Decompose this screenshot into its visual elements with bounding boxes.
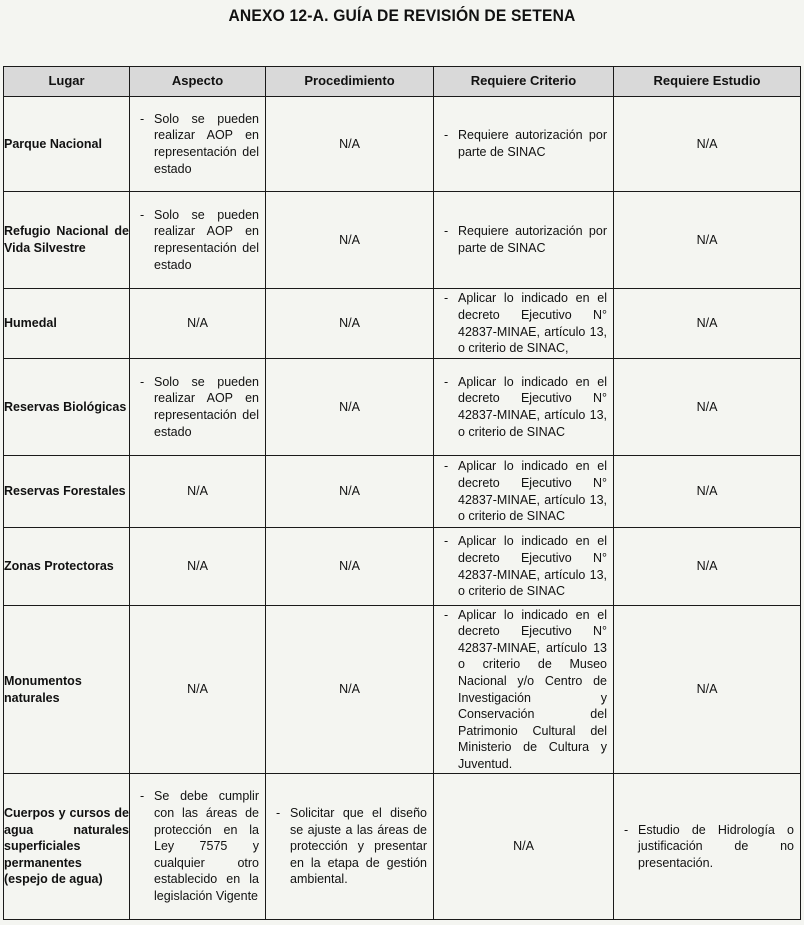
cell-criterio: N/A bbox=[434, 774, 614, 920]
table-row bbox=[4, 774, 801, 920]
cell-criterio: - Aplicar lo indicado en el decreto Ejecutivo N° 42837-MINAE, artículo 13, o criterio de SINAC bbox=[434, 456, 614, 528]
cell-text: Aplicar lo indicado en el decreto Ejecutivo N° 42837-MINAE, artículo 13, o criterio de SINAC bbox=[458, 459, 607, 524]
cell-estudio: - Estudio de Hidrología o justificación de no presentación. bbox=[614, 774, 801, 920]
cell-criterio: - Aplicar lo indicado en el decreto Ejecutivo N° 42837-MINAE, artículo 13, o criterio de SINAC bbox=[434, 528, 614, 606]
table-row bbox=[4, 192, 801, 289]
cell-lugar: Humedal bbox=[4, 289, 130, 359]
cell-aspecto: - Solo se pueden realizar AOP en representación del estado bbox=[130, 192, 266, 289]
table-row bbox=[4, 289, 801, 359]
cell-lugar: Reservas Forestales bbox=[4, 456, 130, 528]
cell-procedimiento: N/A bbox=[266, 456, 434, 528]
cell-text: Aplicar lo indicado en el decreto Ejecutivo N° 42837-MINAE, artículo 13 o criterio de Museo Nacional y/o Centro de Investigación y Conservación del Patrimonio Cultural del Ministerio de Cultura y Juventud. bbox=[458, 607, 607, 771]
table-row bbox=[4, 97, 801, 192]
cell-procedimiento: N/A bbox=[266, 528, 434, 606]
cell-estudio: N/A bbox=[614, 456, 801, 528]
header-requiere-criterio: Requiere Criterio bbox=[434, 67, 614, 97]
cell-text: Aplicar lo indicado en el decreto Ejecutivo N° 42837-MINAE, artículo 13, o criterio de SINAC bbox=[458, 534, 607, 599]
cell-aspecto: - Se debe cumplir con las áreas de protección en la Ley 7575 y cualquier otro establecido en la legislación Vigente bbox=[130, 774, 266, 920]
cell-criterio: - Aplicar lo indicado en el decreto Ejecutivo N° 42837-MINAE, artículo 13, o criterio de SINAC bbox=[434, 359, 614, 456]
cell-aspecto: - Solo se pueden realizar AOP en representación del estado bbox=[130, 359, 266, 456]
header-aspecto: Aspecto bbox=[130, 67, 266, 97]
cell-criterio: - Requiere autorización por parte de SINAC bbox=[434, 97, 614, 192]
cell-aspecto: N/A bbox=[130, 528, 266, 606]
cell-procedimiento: - Solicitar que el diseño se ajuste a las áreas de protección y presentar en la etapa de gestión ambiental. bbox=[266, 774, 434, 920]
cell-estudio: N/A bbox=[614, 528, 801, 606]
cell-criterio: - Requiere autorización por parte de SINAC bbox=[434, 192, 614, 289]
page-title: ANEXO 12-A. GUÍA DE REVISIÓN DE SETENA bbox=[228, 6, 576, 25]
cell-aspecto: N/A bbox=[130, 289, 266, 359]
cell-lugar: Parque Nacional bbox=[4, 97, 130, 192]
cell-criterio: - Aplicar lo indicado en el decreto Ejecutivo N° 42837-MINAE, artículo 13 o criterio de Museo Nacional y/o Centro de Investigación y Conservación del Patrimonio Cultural del Ministerio de Cultura y Juventud. bbox=[434, 606, 614, 774]
cell-estudio: N/A bbox=[614, 192, 801, 289]
cell-text: Aplicar lo indicado en el decreto Ejecutivo N° 42837-MINAE, artículo 13, o criterio de SINAC bbox=[458, 374, 607, 439]
header-lugar: Lugar bbox=[4, 67, 130, 97]
cell-lugar: Monumentos naturales bbox=[4, 606, 130, 774]
cell-aspecto: - Solo se pueden realizar AOP en representación del estado bbox=[130, 97, 266, 192]
cell-text: Requiere autorización por parte de SINAC bbox=[458, 224, 607, 255]
cell-procedimiento: N/A bbox=[266, 97, 434, 192]
cell-procedimiento: N/A bbox=[266, 359, 434, 456]
cell-text: Solo se pueden realizar AOP en representación del estado bbox=[154, 374, 259, 439]
cell-lugar: Cuerpos y cursos de agua naturales superficiales permanentes (espejo de agua) bbox=[4, 774, 130, 920]
cell-text: Solo se pueden realizar AOP en representación del estado bbox=[154, 207, 259, 272]
header-requiere-estudio: Requiere Estudio bbox=[614, 67, 801, 97]
cell-lugar: Refugio Nacional de Vida Silvestre bbox=[4, 192, 130, 289]
cell-text: Estudio de Hidrología o justificación de no presentación. bbox=[638, 822, 794, 870]
cell-estudio: N/A bbox=[614, 606, 801, 774]
header-procedimiento: Procedimiento bbox=[266, 67, 434, 97]
cell-lugar: Zonas Protectoras bbox=[4, 528, 130, 606]
review-guide-table bbox=[3, 66, 801, 920]
cell-estudio: N/A bbox=[614, 97, 801, 192]
cell-text: Se debe cumplir con las áreas de protección en la Ley 7575 y cualquier otro establecido en la legislación Vigente bbox=[154, 789, 259, 903]
cell-text: Requiere autorización por parte de SINAC bbox=[458, 128, 607, 159]
cell-text: Aplicar lo indicado en el decreto Ejecutivo N° 42837-MINAE, artículo 13, o criterio de SINAC, bbox=[458, 291, 607, 356]
table-row bbox=[4, 456, 801, 528]
cell-procedimiento: N/A bbox=[266, 289, 434, 359]
cell-procedimiento: N/A bbox=[266, 192, 434, 289]
table-header-row bbox=[4, 67, 801, 97]
table-row bbox=[4, 359, 801, 456]
cell-aspecto: N/A bbox=[130, 456, 266, 528]
cell-criterio: - Aplicar lo indicado en el decreto Ejecutivo N° 42837-MINAE, artículo 13, o criterio de SINAC, bbox=[434, 289, 614, 359]
cell-lugar: Reservas Biológicas bbox=[4, 359, 130, 456]
cell-aspecto: N/A bbox=[130, 606, 266, 774]
table-row bbox=[4, 606, 801, 774]
cell-procedimiento: N/A bbox=[266, 606, 434, 774]
table-row bbox=[4, 528, 801, 606]
cell-estudio: N/A bbox=[614, 289, 801, 359]
cell-text: Solicitar que el diseño se ajuste a las áreas de protección y presentar en la etapa de gestión ambiental. bbox=[290, 806, 427, 887]
cell-estudio: N/A bbox=[614, 359, 801, 456]
cell-text: Solo se pueden realizar AOP en representación del estado bbox=[154, 111, 259, 176]
